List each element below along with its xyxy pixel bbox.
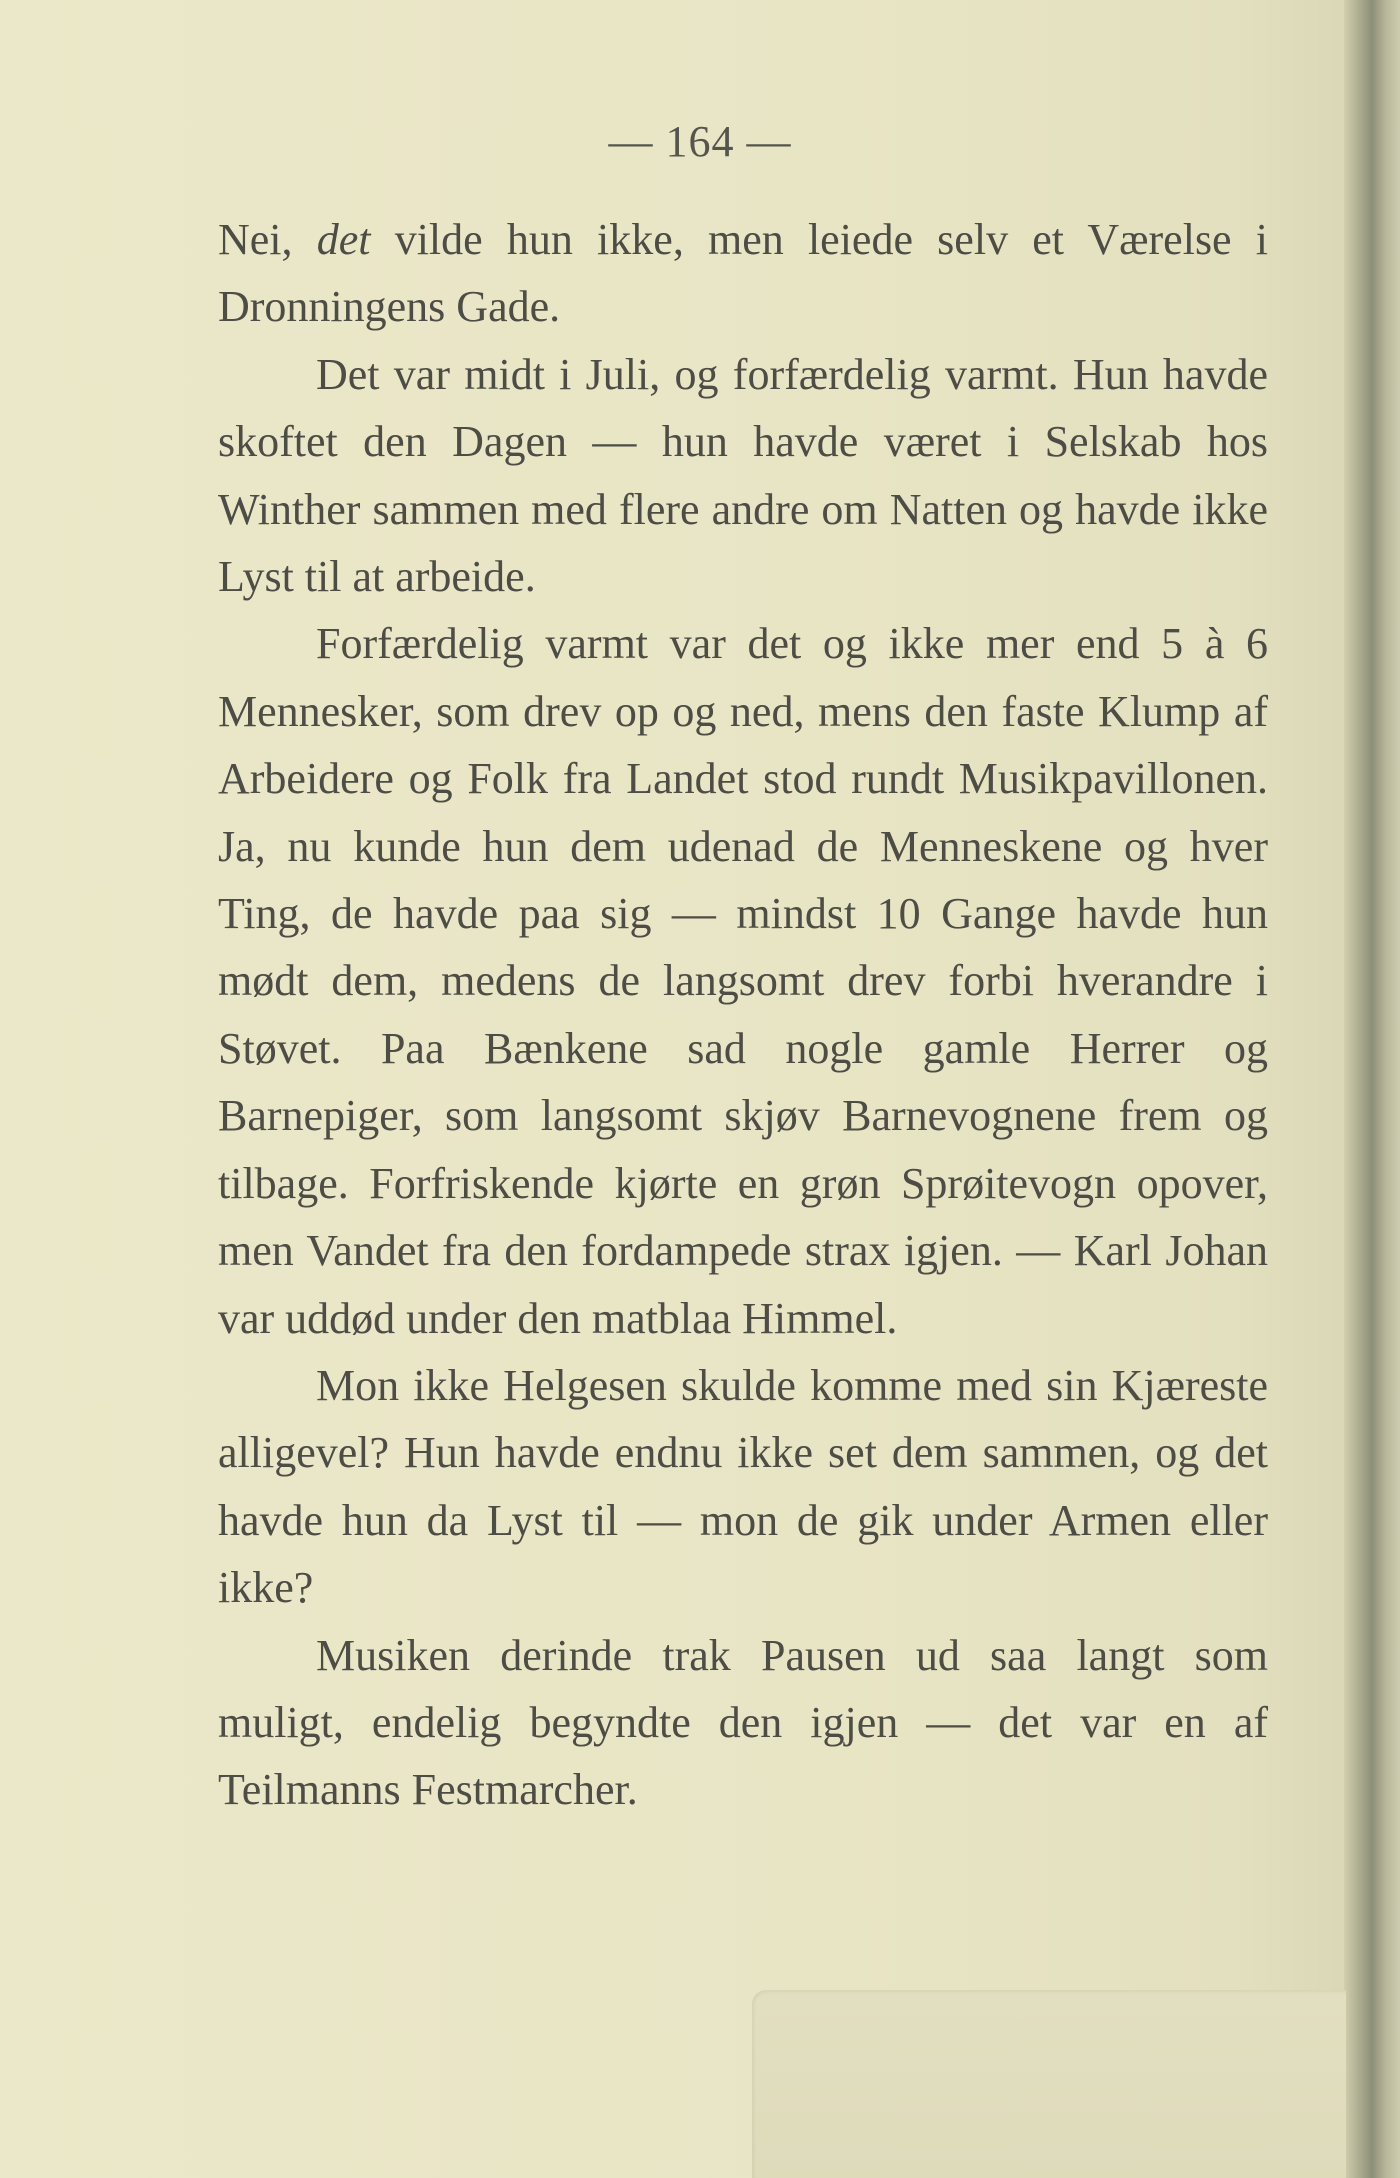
- paragraph-3: Forfærdelig varmt var det og ikke mer end 5 à 6 Mennesker, som drev op og ned, mens den faste Klump af Arbeidere og Folk fra Landet stod rundt Musikpavillonen. Ja, nu kunde hun dem udenad de Menneskene og hver Ting, de havde paa sig — mindst 10 Gange havde hun mødt dem, medens de langsomt drev forbi hverandre i Støvet. Paa Bænkene sad nogle gamle Herrer og Barnepiger, som langsomt skjøv Barnevognene frem og tilbage. Forfriskende kjørte en grøn Sprøitevogn opover, men Vandet fra den fordampede strax igjen. — Karl Johan var uddød under den matblaa Himmel.: [218, 619, 1268, 1343]
- paper-stain: [752, 1990, 1346, 2178]
- paragraph-1: Nei, det vilde hun ikke, men leiede selv et Værelse i Dronningens Gade.: [218, 215, 1269, 332]
- body-text: [218, 206, 1268, 1824]
- paragraph-5: Musiken derinde trak Pausen ud saa langt som muligt, endelig begyndte den igjen — det var en af Teilmanns Festmarcher.: [218, 1630, 1268, 1815]
- emphasized-word: det: [316, 215, 371, 264]
- paragraph-4: Mon ikke Helgesen skulde komme med sin Kjæreste alligevel? Hun havde endnu ikke set dem sammen, og det havde hun da Lyst til — mon de gik under Armen eller ikke?: [218, 1360, 1268, 1613]
- page-number: — 164 —: [608, 117, 792, 166]
- paragraph-2: Det var midt i Juli, og forfærdelig varmt. Hun havde skoftet den Dagen — hun havde været i Selskab hos Winther sammen med flere andre om Natten og havde ikke Lyst til at arbeide.: [218, 349, 1268, 602]
- book-gutter: [1344, 0, 1400, 2178]
